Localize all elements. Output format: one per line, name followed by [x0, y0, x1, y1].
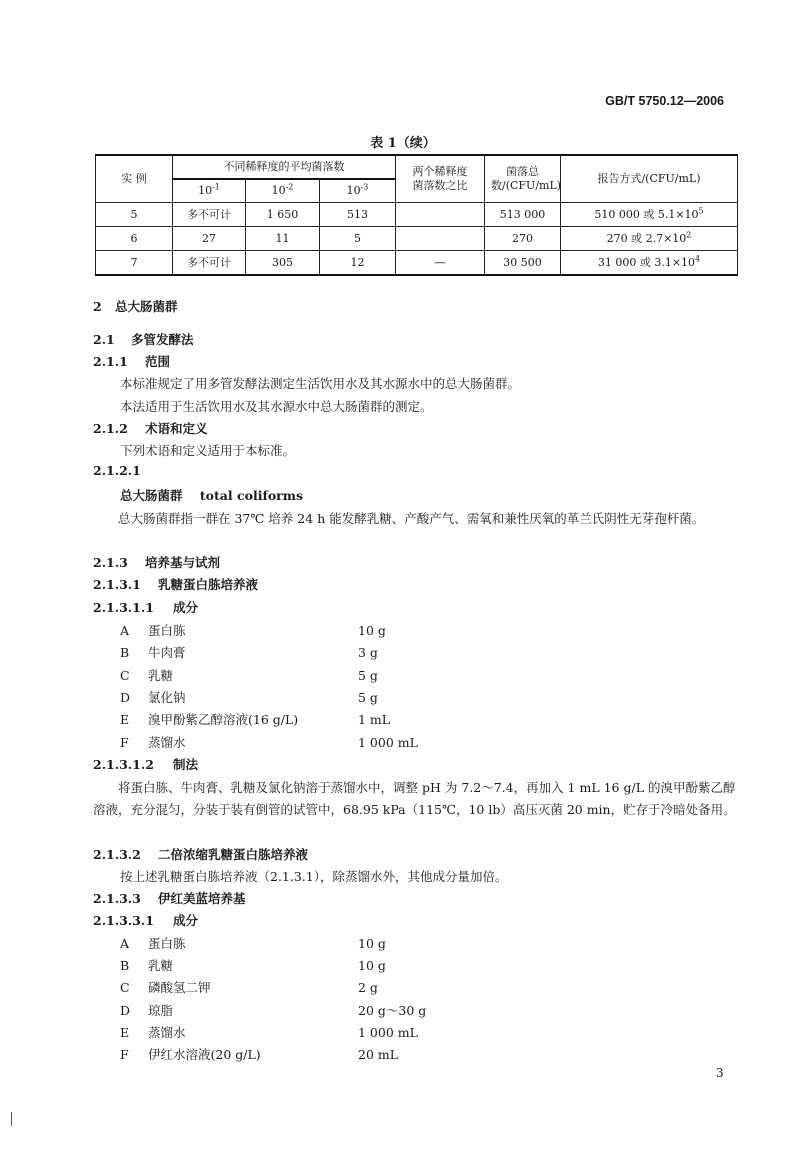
header-dilution-2: $10^{-2}$	[246, 179, 320, 203]
header-dilution-1: $10^{-1}$	[173, 179, 246, 203]
table-row	[96, 227, 738, 251]
paragraph: 将蛋白胨、牛肉膏、乳糖及氯化钠溶于蒸馏水中，调整 pH 为 7.2～7.4，再加入 1 mL 16 g/L 的溴甲酚紫乙醇溶液，充分混匀，分装于装有倒管的试管中，68.95 kPa（115℃，10 lb）高压灭菌 20 min，贮存于冷暗处备用。	[93, 780, 736, 817]
cell-ratio	[396, 203, 485, 227]
cell-dilution-2: 1 650	[246, 203, 320, 227]
section-heading: 2 总大肠菌群	[93, 299, 178, 314]
header-dilution-3: $10^{-3}$	[320, 179, 396, 203]
cell-report: 270 或 $2.7\times 10^2$	[561, 227, 738, 251]
ingredient-row: B 乳糖 10 g	[120, 958, 386, 973]
section-heading: 2.1.2.1	[93, 463, 141, 478]
cell-total: 30 500	[485, 251, 561, 276]
cell-dilution-3: 12	[320, 251, 396, 276]
scan-margin-mark	[11, 1112, 12, 1126]
section-heading: 2.1.3.1.1 成分	[93, 600, 199, 615]
section-heading: 2.1.2 术语和定义	[93, 421, 208, 436]
ingredient-row: B 牛肉膏 3 g	[120, 645, 378, 660]
paragraph: 总大肠菌群指一群在 37℃ 培养 24 h 能发酵乳糖、产酸产气、需氧和兼性厌氧的革兰氏阴性无芽孢杆菌。	[118, 511, 705, 526]
ingredient-row: D 氯化钠 5 g	[120, 690, 378, 705]
paragraph: 下列术语和定义适用于本标准。	[120, 443, 296, 458]
cell-ratio: —	[396, 251, 485, 276]
cell-dilution-3: 5	[320, 227, 396, 251]
header-example: 实 例	[96, 155, 173, 203]
cell-dilution-2: 11	[246, 227, 320, 251]
paragraph: 本标准规定了用多管发酵法测定生活饮用水及其水源水中的总大肠菌群。	[120, 376, 521, 391]
cell-dilution-2: 305	[246, 251, 320, 276]
ingredient-row: A 蛋白胨 10 g	[120, 623, 386, 638]
page-number: 3	[716, 1066, 724, 1080]
ingredient-row: F 伊红水溶液(20 g/L) 20 mL	[120, 1047, 399, 1062]
colony-count-table	[95, 154, 738, 276]
cell-ratio	[396, 227, 485, 251]
table-row	[96, 251, 738, 276]
cell-total: 270	[485, 227, 561, 251]
ingredient-row: D 琼脂 20 g～30 g	[120, 1003, 427, 1018]
ingredient-row: E 蒸馏水 1 000 mL	[120, 1025, 418, 1040]
paragraph: 本法适用于生活饮用水及其水源水中总大肠菌群的测定。	[120, 399, 433, 414]
cell-report: 31 000 或 $3.1\times 10^4$	[561, 251, 738, 276]
cell-report: 510 000 或 $5.1\times 10^5$	[561, 203, 738, 227]
cell-dilution-3: 513	[320, 203, 396, 227]
header-report: 报告方式/(CFU/mL)	[561, 155, 738, 203]
ingredient-row: A 蛋白胨 10 g	[120, 936, 386, 951]
ingredient-row: E 溴甲酚紫乙醇溶液(16 g/L) 1 mL	[120, 712, 391, 727]
section-heading: 2.1.3.1 乳糖蛋白胨培养液	[93, 577, 259, 592]
term-title: 总大肠菌群 total coliforms	[120, 488, 304, 503]
paragraph: 按上述乳糖蛋白胨培养液（2.1.3.1），除蒸馏水外，其他成分量加倍。	[120, 869, 508, 884]
cell-example: 7	[96, 251, 173, 276]
ingredient-row: C 乳糖 5 g	[120, 668, 378, 683]
cell-example: 6	[96, 227, 173, 251]
table-title: 表 1（续）	[370, 136, 436, 151]
cell-dilution-1: 多不可计	[173, 251, 246, 276]
section-heading: 2.1.3.1.2 制法	[93, 757, 199, 772]
section-heading: 2.1.3 培养基与试剂	[93, 555, 221, 570]
cell-total: 513 000	[485, 203, 561, 227]
section-heading: 2.1.3.3.1 成分	[93, 913, 199, 928]
section-heading: 2.1.3.3 伊红美蓝培养基	[93, 891, 246, 906]
section-heading: 2.1.3.2 二倍浓缩乳糖蛋白胨培养液	[93, 847, 309, 862]
header-total: 菌落总数/(CFU/mL)	[485, 155, 561, 203]
section-heading: 2.1 多管发酵法	[93, 332, 194, 347]
table-row	[96, 203, 738, 227]
cell-dilution-1: 27	[173, 227, 246, 251]
cell-dilution-1: 多不可计	[173, 203, 246, 227]
header-ratio: 两个稀释度菌落数之比	[396, 155, 485, 203]
header-dilution-group: 不同稀释度的平均菌落数	[173, 155, 396, 179]
ingredient-row: F 蒸馏水 1 000 mL	[120, 735, 418, 750]
section-heading: 2.1.1 范围	[93, 354, 171, 369]
ingredient-row: C 磷酸氢二钾 2 g	[120, 980, 378, 995]
cell-example: 5	[96, 203, 173, 227]
document-code: GB/T 5750.12—2006	[605, 94, 724, 108]
